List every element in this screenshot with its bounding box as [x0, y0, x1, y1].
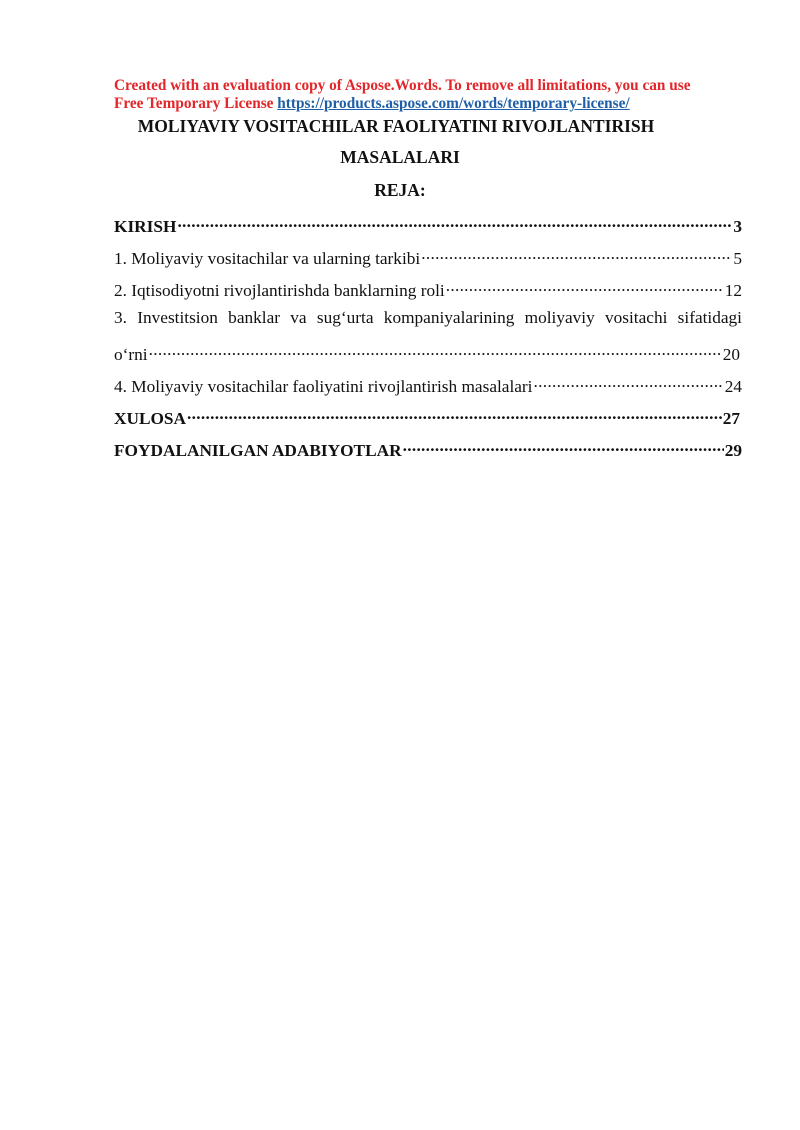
evaluation-notice-line1: Created with an evaluation copy of Aspose.Words. To remove all limitations, you can use — [114, 77, 691, 94]
toc-page-number: 24 — [724, 377, 742, 396]
toc-entry-text: o‘rni — [114, 345, 148, 364]
toc-page-number: 29 — [724, 441, 742, 460]
toc-entry-4[interactable] — [114, 372, 742, 404]
dot-leader — [534, 372, 724, 392]
toc-page-number: 3 — [733, 217, 742, 236]
toc-entry-text: FOYDALANILGAN ADABIYOTLAR — [114, 441, 402, 460]
dot-leader — [149, 340, 722, 360]
toc-entry-text: XULOSA — [114, 409, 187, 428]
document-title-line1: MOLIYAVIY VOSITACHILAR FAOLIYATINI RIVOJLANTIRISH — [137, 116, 655, 136]
license-label: Free Temporary License — [114, 95, 278, 112]
toc-page-number: 20 — [722, 345, 740, 364]
toc-entry-xulosa[interactable] — [114, 404, 742, 436]
toc-entry-text: 4. Moliyaviy vositachilar faoliyatini rivojlantirish masalalari — [114, 377, 533, 396]
plan-heading: REJA: — [374, 180, 426, 200]
dot-leader — [403, 436, 724, 456]
dot-leader — [187, 404, 722, 424]
dot-leader — [446, 276, 724, 296]
toc-page-number: 5 — [733, 249, 742, 268]
toc-entry-text: KIRISH — [114, 217, 177, 236]
toc-page-number: 12 — [724, 281, 742, 300]
toc-entry-2[interactable] — [114, 276, 742, 308]
toc-entry-text: 3. Investitsion banklar va sug‘urta kompaniyalarining moliyaviy vositachi sifatidagi — [114, 308, 742, 327]
dot-leader — [421, 244, 732, 264]
toc-entry-3[interactable] — [114, 340, 742, 372]
table-of-contents — [114, 212, 742, 468]
dot-leader — [177, 212, 732, 232]
toc-entry-kirish[interactable] — [114, 212, 742, 244]
toc-entry-text: 1. Moliyaviy vositachilar va ularning tarkibi — [114, 249, 421, 268]
toc-page-number: 27 — [722, 409, 740, 428]
toc-entry-text: 2. Iqtisodiyotni rivojlantirishda banklarning roli — [114, 281, 445, 300]
toc-entry-3-line1[interactable] — [114, 308, 742, 340]
evaluation-notice-line2 — [114, 95, 754, 113]
evaluation-notice — [114, 77, 754, 113]
temporary-license-link[interactable]: https://products.aspose.com/words/temporary-license/ — [277, 95, 630, 112]
toc-entry-adabiyotlar[interactable] — [114, 436, 742, 468]
document-title-line2: MASALALARI — [340, 147, 460, 167]
toc-entry-1[interactable] — [114, 244, 742, 276]
